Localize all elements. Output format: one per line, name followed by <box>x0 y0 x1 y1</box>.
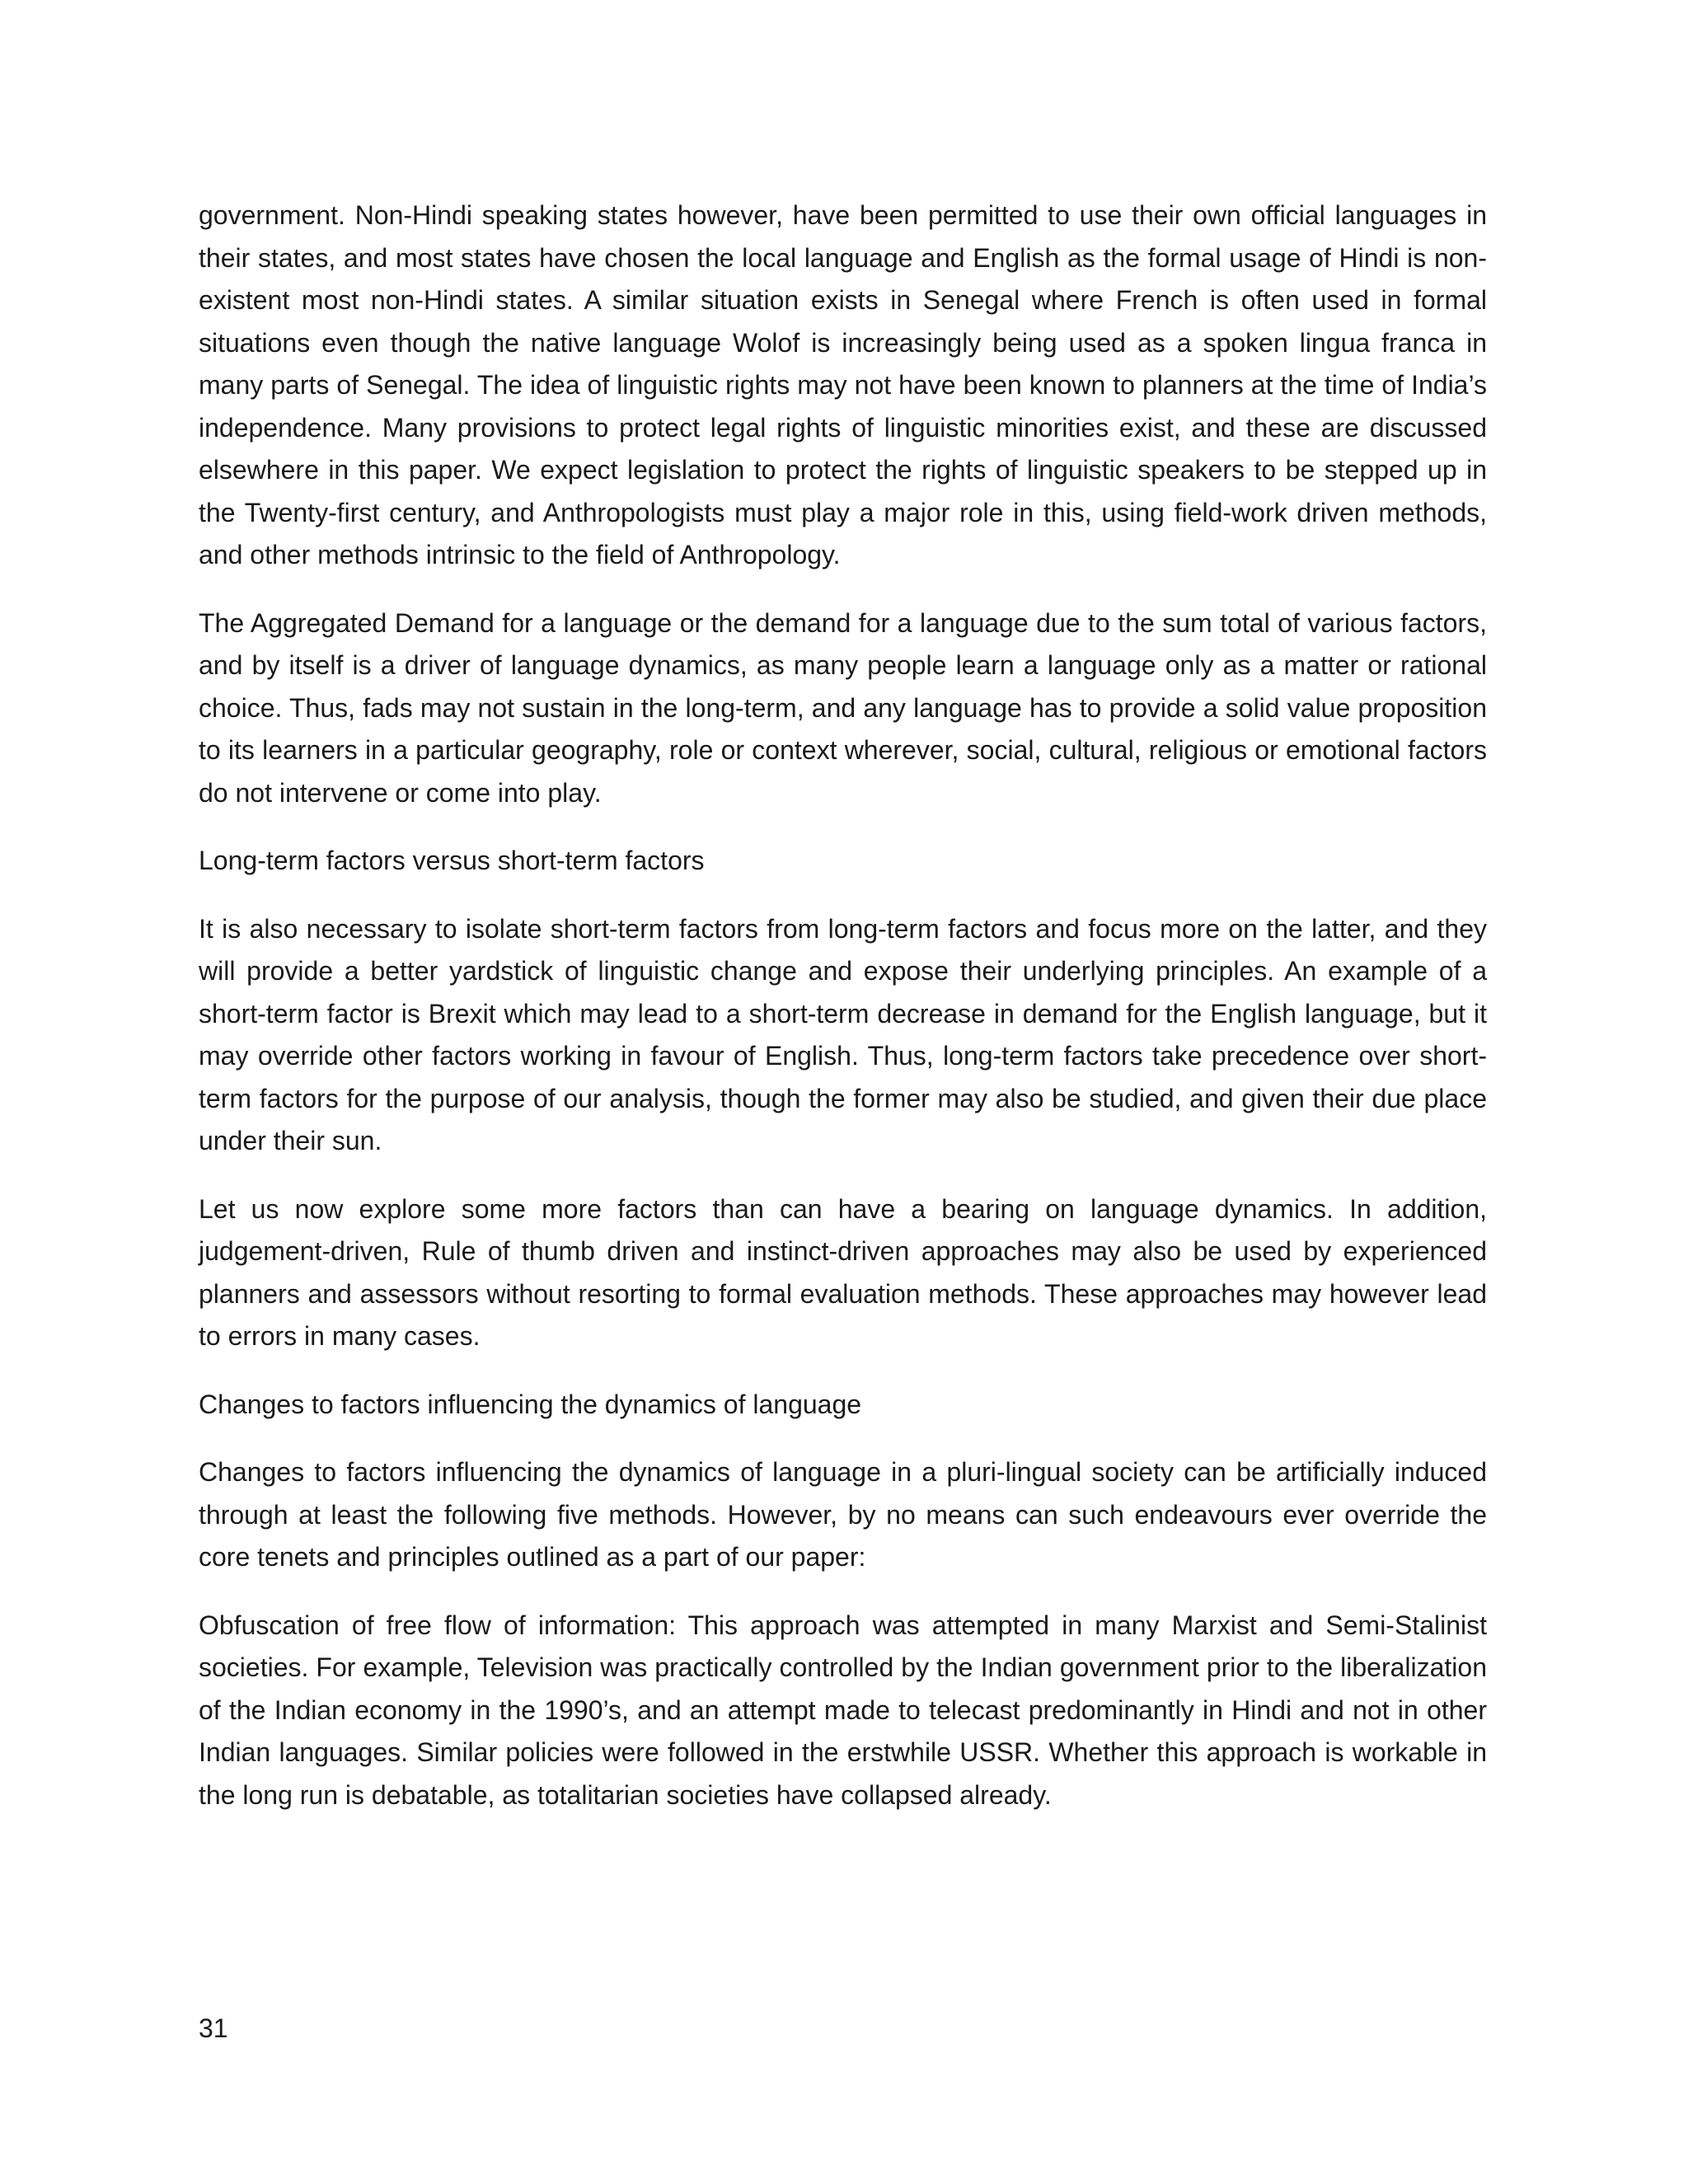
paragraph-aggregated-demand: The Aggregated Demand for a language or the demand for a language due to the sum total of various factors, and by itself is a driver of language dynamics, as many people learn a language only as a matter or rational choice. Thus, fads may not sustain in the long-term, and any language has to provide a solid value proposition to its learners in a particular geography, role or context wherever, social, cultural, religious or emotional factors do not intervene or come into play. <box>199 607 1487 808</box>
paragraph-linguistic-rights: government. Non-Hindi speaking states however, have been permitted to use their own official languages in their states, and most states have chosen the local language and English as the formal usage of Hindi is non-existent most non-Hindi states. A similar situation exists in Senegal where French is often used in formal situations even though the native language Wolof is increasingly being used as a spoken lingua franca in many parts of Senegal. The idea of linguistic rights may not have been known to planners at the time of India’s independence. Many provisions to protect legal rights of linguistic minorities exist, and these are discussed elsewhere in this paper. We expect legislation to protect the rights of linguistic speakers to be stepped up in the Twenty-first century, and Anthropologists must play a major role in this, using field-work driven methods, and other methods intrinsic to the field of Anthropology. <box>199 200 1487 569</box>
page-number: 31 <box>199 2013 228 2043</box>
section-heading-changes-to-factors: Changes to factors influencing the dynamics of language <box>199 1389 862 1419</box>
paragraph-more-factors: Let us now explore some more factors than can have a bearing on language dynamics. In addition, judgement-driven, Rule of thumb driven and instinct-driven approaches may also be used by experienced planners and assessors without resorting to formal evaluation methods. These approaches may however lead to errors in many cases. <box>199 1193 1487 1351</box>
paragraph-short-term-factors: It is also necessary to isolate short-term factors from long-term factors and focus more on the latter, and they will provide a better yardstick of linguistic change and expose their underlying principles. An example of a short-term factor is Brexit which may lead to a short-term decrease in demand for the English language, but it may override other factors working in favour of English. Thus, long-term factors take precedence over short-term factors for the purpose of our analysis, though the former may also be studied, and given their due place under their sun. <box>199 913 1487 1155</box>
paragraph-obfuscation: Obfuscation of free flow of information: This approach was attempted in many Marxist and Semi-Stalinist societies. For example, Television was practically controlled by the Indian government prior to the liberalization of the Indian economy in the 1990’s, and an attempt made to telecast predominantly in Hindi and not in other Indian languages. Similar policies were followed in the erstwhile USSR. Whether this approach is workable in the long run is debatable, as totalitarian societies have collapsed already. <box>199 1610 1487 1810</box>
paragraph-five-methods: Changes to factors influencing the dynamics of language in a pluri-lingual society can be artificially induced through at least the following five methods. However, by no means can such endeavours ever override the core tenets and principles outlined as a part of our paper: <box>199 1457 1487 1572</box>
section-heading-long-term-factors: Long-term factors versus short-term factors <box>199 846 705 875</box>
document-body <box>199 194 1487 1842</box>
